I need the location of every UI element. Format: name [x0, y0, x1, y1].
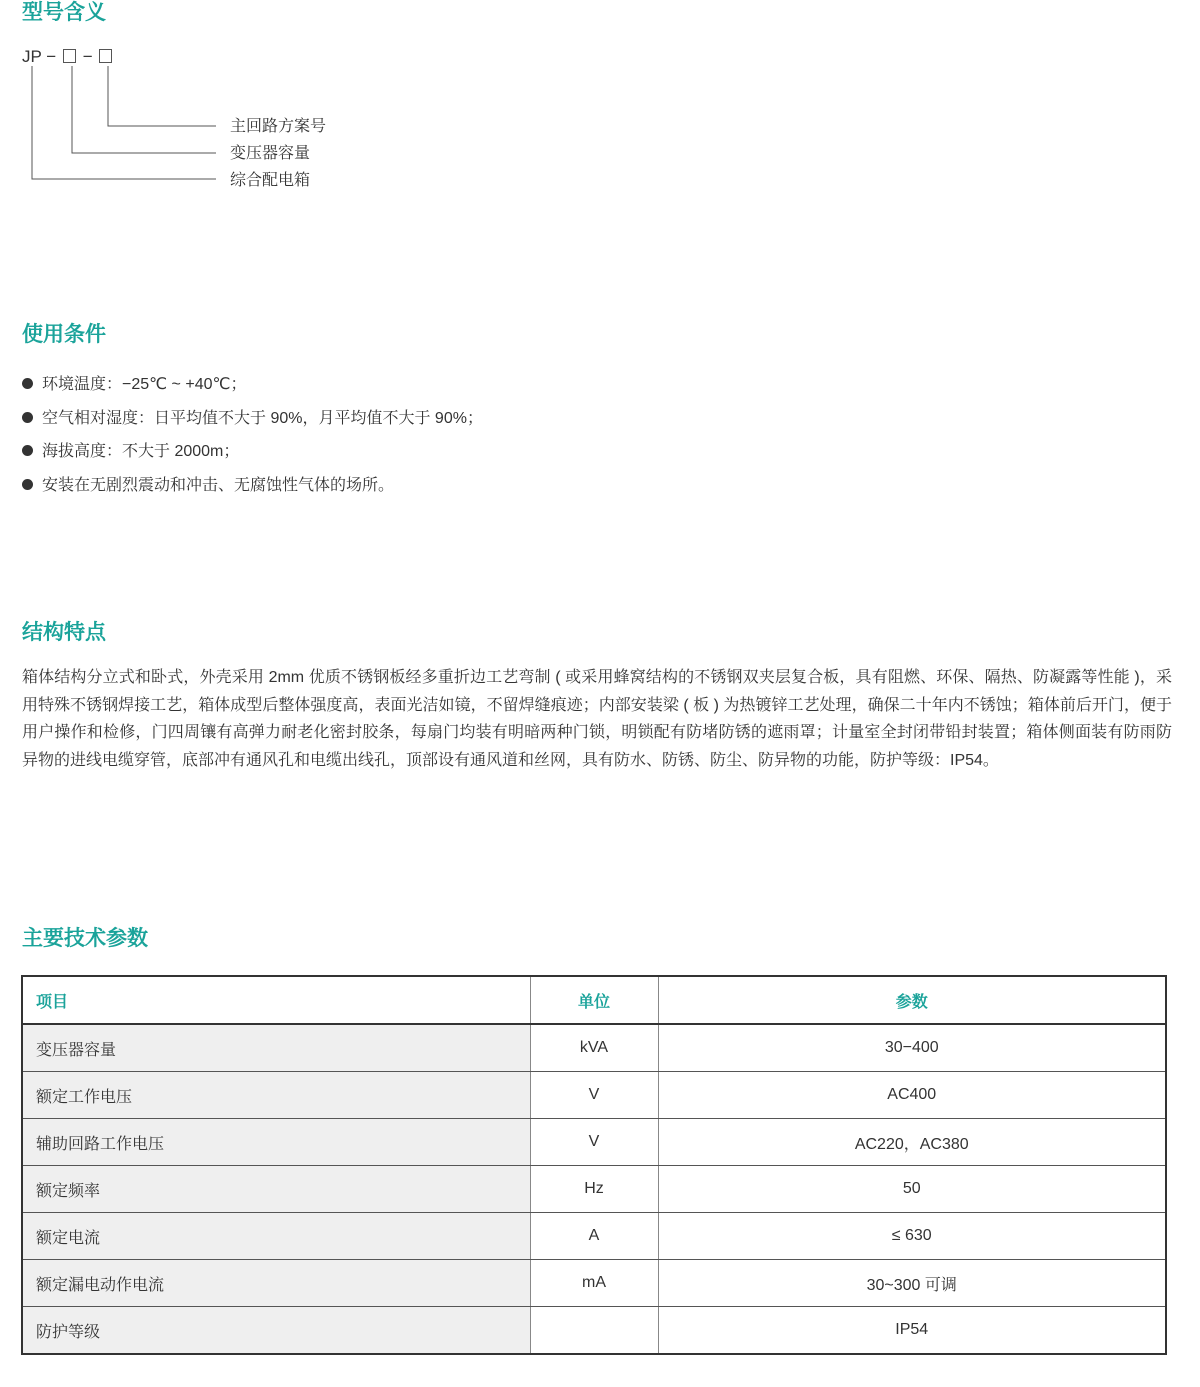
- model-dash-1: −: [46, 47, 57, 66]
- model-prefix: JP: [22, 47, 42, 66]
- table-row: [22, 1024, 1166, 1072]
- label-main-circuit: 主回路方案号: [230, 118, 327, 135]
- header-unit: 单位: [530, 976, 658, 1024]
- table-row: [22, 1072, 1166, 1119]
- list-item: 海拔高度：不大于 2000m；: [22, 435, 483, 469]
- table-row: [22, 1213, 1166, 1260]
- cell-unit: A: [530, 1213, 658, 1260]
- cell-unit: kVA: [530, 1024, 658, 1072]
- cell-value: 30~300 可调: [658, 1260, 1166, 1307]
- cell-item: 变压器容量: [22, 1024, 530, 1072]
- table-row: [22, 1260, 1166, 1307]
- cell-value: 50: [658, 1166, 1166, 1213]
- params-table: [21, 975, 1167, 1355]
- bullet-icon: [22, 378, 33, 389]
- table-row: [22, 1119, 1166, 1166]
- cell-value: AC400: [658, 1072, 1166, 1119]
- cell-value: IP54: [658, 1307, 1166, 1355]
- cell-unit: mA: [530, 1260, 658, 1307]
- list-item: 空气相对湿度：日平均值不大于 90%，月平均值不大于 90%；: [22, 402, 483, 436]
- header-param: 参数: [658, 976, 1166, 1024]
- params-section-title: 主要技术参数: [22, 927, 148, 950]
- model-section-title: 型号含义: [22, 1, 106, 24]
- cell-value: 30−400: [658, 1024, 1166, 1072]
- model-dash-2: −: [82, 47, 93, 66]
- cell-item: 额定漏电动作电流: [22, 1260, 530, 1307]
- bracket-line-scheme: [108, 66, 216, 126]
- bullet-icon: [22, 412, 33, 423]
- list-item: 环境温度：−25℃ ~ +40℃；: [22, 368, 483, 402]
- table-header-row: [22, 976, 1166, 1024]
- conditions-list: [22, 368, 483, 502]
- conditions-section-title: 使用条件: [22, 323, 106, 346]
- model-bracket-diagram: [0, 60, 240, 190]
- table-row: [22, 1166, 1166, 1213]
- table-row: [22, 1307, 1166, 1355]
- label-distribution-box: 综合配电箱: [230, 172, 311, 189]
- header-item: 项目: [22, 976, 530, 1024]
- cell-unit: V: [530, 1072, 658, 1119]
- bracket-line-capacity: [72, 66, 216, 153]
- label-transformer-capacity: 变压器容量: [230, 145, 311, 162]
- list-item: 安装在无剧烈震动和冲击、无腐蚀性气体的场所。: [22, 469, 483, 503]
- bullet-icon: [22, 479, 33, 490]
- bullet-icon: [22, 445, 33, 456]
- cell-item: 防护等级: [22, 1307, 530, 1355]
- structure-paragraph: 箱体结构分立式和卧式，外壳采用 2mm 优质不锈钢板经多重折边工艺弯制 ( 或采用蜂窝结构的不锈钢双夹层复合板，具有阻燃、环保、隔热、防凝露等性能 )，采用特殊不锈钢焊接工艺，箱体成型后整体强度高，表面光洁如镜，不留焊缝痕迹；内部安装梁 ( 板 ) 为热镀锌工艺处理，确保二十年内不锈蚀；箱体前后开门，便于用户操作和检修，门四周镶有高弹力耐老化密封胶条，每扇门均装有明暗两种门锁，明锁配有防堵防锈的遮雨罩；计量室全封闭带铅封装置；箱体侧面装有防雨防异物的进线电缆穿管，底部冲有通风孔和电缆出线孔，顶部设有通风道和丝网，具有防水、防锈、防尘、防异物的功能，防护等级：IP54。: [22, 669, 1172, 769]
- cell-item: 辅助回路工作电压: [22, 1119, 530, 1166]
- bracket-line-box: [32, 66, 216, 179]
- cell-item: 额定电流: [22, 1213, 530, 1260]
- cell-unit: Hz: [530, 1166, 658, 1213]
- cell-unit: V: [530, 1119, 658, 1166]
- structure-section-title: 结构特点: [22, 621, 106, 644]
- cell-unit: [530, 1307, 658, 1355]
- cell-value: ≤ 630: [658, 1213, 1166, 1260]
- cell-item: 额定工作电压: [22, 1072, 530, 1119]
- cell-item: 额定频率: [22, 1166, 530, 1213]
- cell-value: AC220，AC380: [658, 1119, 1166, 1166]
